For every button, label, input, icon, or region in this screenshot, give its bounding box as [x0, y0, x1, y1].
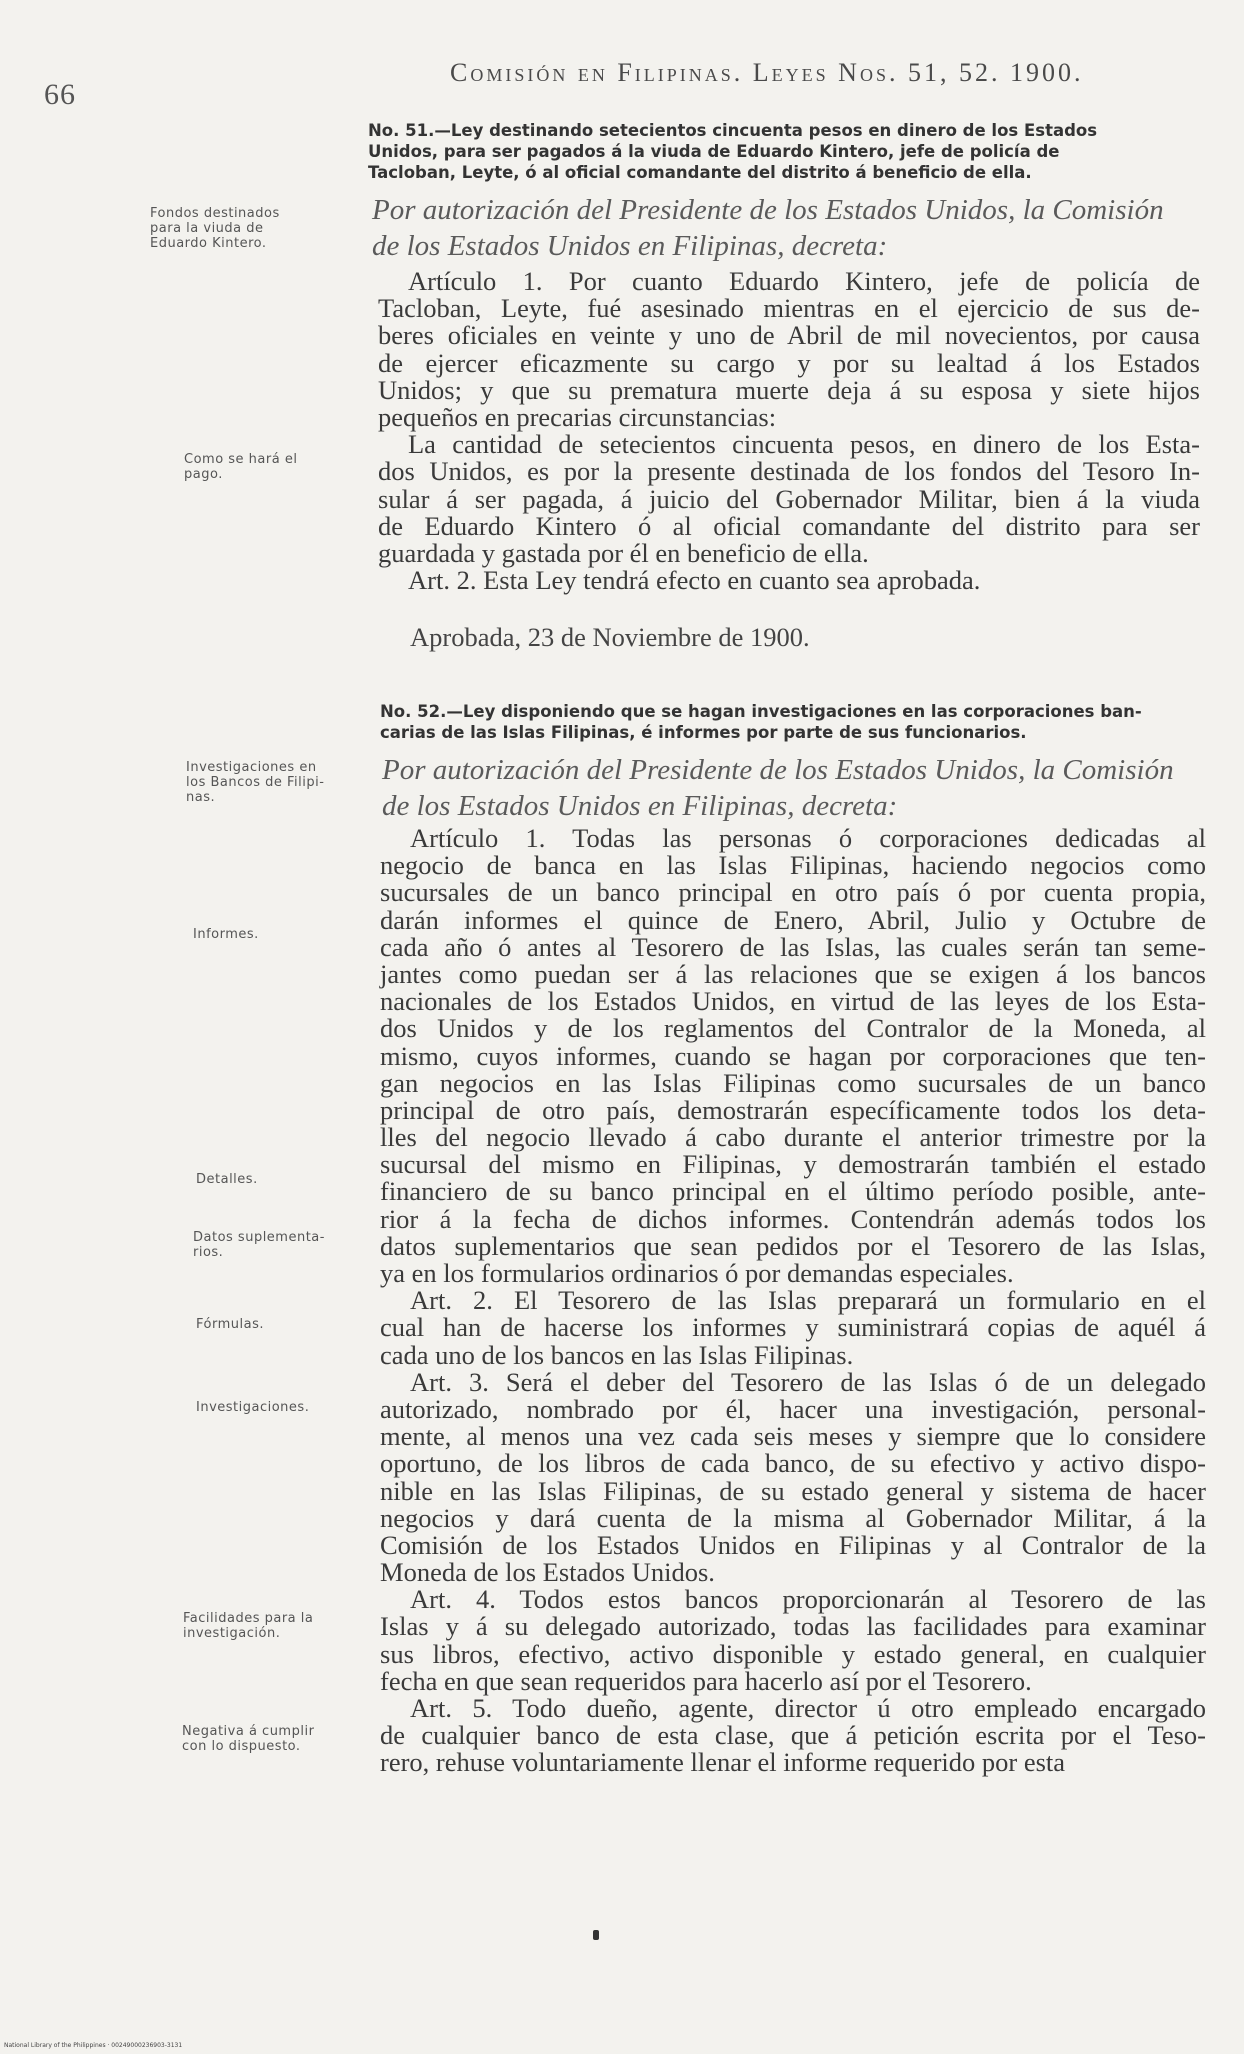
body-line: nacionales de los Estados Unidos, en virtud de las leyes de los Esta- [380, 986, 1206, 1017]
body-line: guardada y gastada por él en beneficio de ella. [378, 537, 869, 568]
margin-note-line: Investigaciones. [196, 1400, 310, 1415]
body-line: autorizado, nombrado por él, hacer una investigación, personal- [380, 1393, 1206, 1424]
margin-note [183, 1611, 313, 1641]
body-line: Islas y á su delegado autorizado, todas las facilidades para examinar [380, 1611, 1206, 1642]
body-line: sucursal del mismo en Filipinas, y demostrarán también el estado [380, 1149, 1206, 1180]
margin-note [193, 1230, 325, 1260]
margin-note-line: Detalles. [196, 1172, 258, 1187]
margin-note-line: Como se hará el [184, 452, 298, 467]
body-line: jantes como puedan ser á las relaciones que se exigen á los bancos [380, 958, 1206, 989]
law-52-title [380, 701, 1210, 743]
body-line: sucursales de un banco principal en otro país ó por cuenta propia, [380, 877, 1206, 908]
page-number: 66 [44, 78, 76, 111]
body-line: de Eduardo Kintero ó al oficial comandante del distrito para ser [378, 510, 1200, 541]
preamble-line: Por autorización del Presidente de los Estados Unidos, la Comisión [382, 754, 1174, 786]
body-line: Artículo 1. Por cuanto Eduardo Kintero, jefe de policía de [408, 266, 1200, 296]
margin-note-line: pago. [184, 467, 223, 482]
body-line: beres oficiales en veinte y uno de Abril de mil novecientos, por causa [378, 320, 1200, 351]
body-line: nible en las Islas Filipinas, de su estado general y sistema de hacer [380, 1475, 1206, 1506]
margin-note [196, 1317, 264, 1332]
body-line: Artículo 1. Todas las personas ó corporaciones dedicadas al [410, 823, 1206, 853]
law-51-body [378, 268, 1200, 594]
margin-note [150, 206, 280, 251]
body-line: Comisión de los Estados Unidos en Filipinas y al Contralor de la [380, 1529, 1206, 1560]
body-line: Art. 2. Esta Ley tendrá efecto en cuanto sea aprobada. [408, 565, 981, 596]
body-line: rero, rehuse voluntariamente llenar el informe requerido por esta [380, 1747, 1066, 1778]
body-line: oportuno, de los libros de cada banco, de su efectivo y activo dispo- [380, 1448, 1206, 1479]
body-line: mente, al menos una vez cada seis meses y siempre que lo considere [380, 1421, 1206, 1452]
body-line: La cantidad de setecientos cincuenta pesos, en dinero de los Esta- [408, 429, 1200, 460]
body-line: gan negocios en las Islas Filipinas como sucursales de un banco [380, 1067, 1206, 1098]
margin-note-line: Fórmulas. [196, 1317, 264, 1332]
law-52-preamble [382, 752, 1174, 824]
margin-note-line: para la viuda de [150, 221, 264, 236]
body-line: cual han de hacerse los informes y suministrará copias de aquél á [380, 1312, 1206, 1343]
scan-footer: National Library of the Philippines · 00249000236903-3131 [4, 2042, 183, 2049]
approval-date: Aprobada, 23 de Noviembre de 1900. [410, 622, 810, 652]
margin-note [186, 760, 324, 805]
running-head: Comisión en Filipinas. Leyes Nos. 51, 52. 1900. [450, 58, 1084, 87]
margin-note-line: Eduardo Kintero. [150, 236, 267, 251]
body-line: sular á ser pagada, á juicio del Gobernador Militar, bien á la viuda [378, 483, 1200, 514]
law-51-title [368, 120, 1208, 183]
body-line: lles del negocio llevado á cabo durante el anterior trimestre por la [380, 1122, 1206, 1153]
title-line: No. 51.—Ley destinando setecientos cincuenta pesos en dinero de los Estados [368, 121, 1098, 140]
body-line: negocios y dará cuenta de la misma al Gobernador Militar, á la [380, 1502, 1206, 1533]
body-line: dos Unidos y de los reglamentos del Contralor de la Moneda, al [380, 1013, 1206, 1044]
margin-note-line: nas. [186, 790, 216, 805]
body-line: fecha en que sean requeridos para hacerlo así por el Tesorero. [380, 1665, 1032, 1696]
margin-note-line: Negativa á cumplir [182, 1724, 315, 1739]
title-line: Tacloban, Leyte, ó al oficial comandante del distrito á beneficio de ella. [368, 163, 1032, 182]
body-line: datos suplementarios que sean pedidos por el Tesorero de las Islas, [380, 1230, 1206, 1261]
margin-note-line: Informes. [193, 927, 259, 942]
preamble-line: de los Estados Unidos en Filipinas, decreta: [372, 230, 888, 262]
body-line: Moneda de los Estados Unidos. [380, 1557, 715, 1588]
margin-note [184, 452, 297, 482]
law-52-body [380, 825, 1206, 1777]
body-line: darán informes el quince de Enero, Abril, Julio y Octubre de [380, 904, 1206, 935]
margin-note-line: rios. [193, 1245, 224, 1260]
margin-note-line: Facilidades para la [183, 1611, 314, 1626]
title-line: carias de las Islas Filipinas, é informes por parte de sus funcionarios. [380, 723, 1027, 742]
title-line: No. 52.—Ley disponiendo que se hagan investigaciones en las corporaciones ban- [380, 702, 1142, 721]
body-line: cada uno de los bancos en las Islas Filipinas. [380, 1339, 854, 1370]
body-line: Art. 3. Será el deber del Tesorero de las Islas ó de un delegado [410, 1366, 1206, 1397]
preamble-line: de los Estados Unidos en Filipinas, decreta: [382, 790, 898, 822]
body-line: cada año ó antes al Tesorero de las Islas, las cuales serán tan seme- [380, 931, 1206, 962]
body-line: financiero de su banco principal en el último período posible, ante- [380, 1176, 1206, 1207]
body-line: principal de otro país, demostrarán específicamente todos los deta- [380, 1094, 1206, 1125]
body-line: Art. 2. El Tesorero de las Islas preparará un formulario en el [410, 1285, 1206, 1316]
margin-note [196, 1400, 309, 1415]
body-line: de ejercer eficazmente su cargo y por su lealtad á los Estados [378, 347, 1200, 378]
margin-note-line: con lo dispuesto. [182, 1739, 301, 1754]
margin-note-line: los Bancos de Filipi- [186, 775, 325, 790]
margin-note-line: investigación. [183, 1626, 281, 1641]
body-line: Unidos; y que su prematura muerte deja á su esposa y siete hijos [378, 374, 1200, 405]
body-line: Tacloban, Leyte, fué asesinado mientras en el ejercicio de sus de- [378, 293, 1200, 324]
body-line: sus libros, efectivo, activo disponible y estado general, en cualquier [380, 1638, 1206, 1669]
printer-mark [593, 1930, 599, 1940]
law-51-preamble [372, 192, 1164, 264]
margin-note-line: Fondos destinados [150, 206, 280, 221]
body-line: dos Unidos, es por la presente destinada de los fondos del Tesoro In- [378, 456, 1200, 487]
margin-note-line: Datos suplementa- [193, 1230, 325, 1245]
margin-note-line: Investigaciones en [186, 760, 317, 775]
preamble-line: Por autorización del Presidente de los Estados Unidos, la Comisión [372, 194, 1164, 226]
body-line: rior á la fecha de dichos informes. Contendrán además todos los [380, 1203, 1206, 1234]
margin-note [196, 1172, 258, 1187]
body-line: negocio de banca en las Islas Filipinas, haciendo negocios como [380, 850, 1206, 881]
body-line: pequeños en precarias circunstancias: [378, 401, 777, 432]
title-line: Unidos, para ser pagados á la viuda de Eduardo Kintero, jefe de policía de [368, 142, 1060, 161]
body-line: mismo, cuyos informes, cuando se hagan por corporaciones que ten- [380, 1040, 1206, 1071]
margin-note [182, 1724, 314, 1754]
body-line: ya en los formularios ordinarios ó por demandas especiales. [380, 1258, 1014, 1288]
body-line: Art. 4. Todos estos bancos proporcionarán al Tesorero de las [410, 1584, 1206, 1615]
margin-note [193, 927, 259, 942]
body-line: Art. 5. Todo dueño, agente, director ú otro empleado encargado [410, 1693, 1206, 1723]
body-line: de cualquier banco de esta clase, que á petición escrita por el Teso- [380, 1720, 1206, 1751]
